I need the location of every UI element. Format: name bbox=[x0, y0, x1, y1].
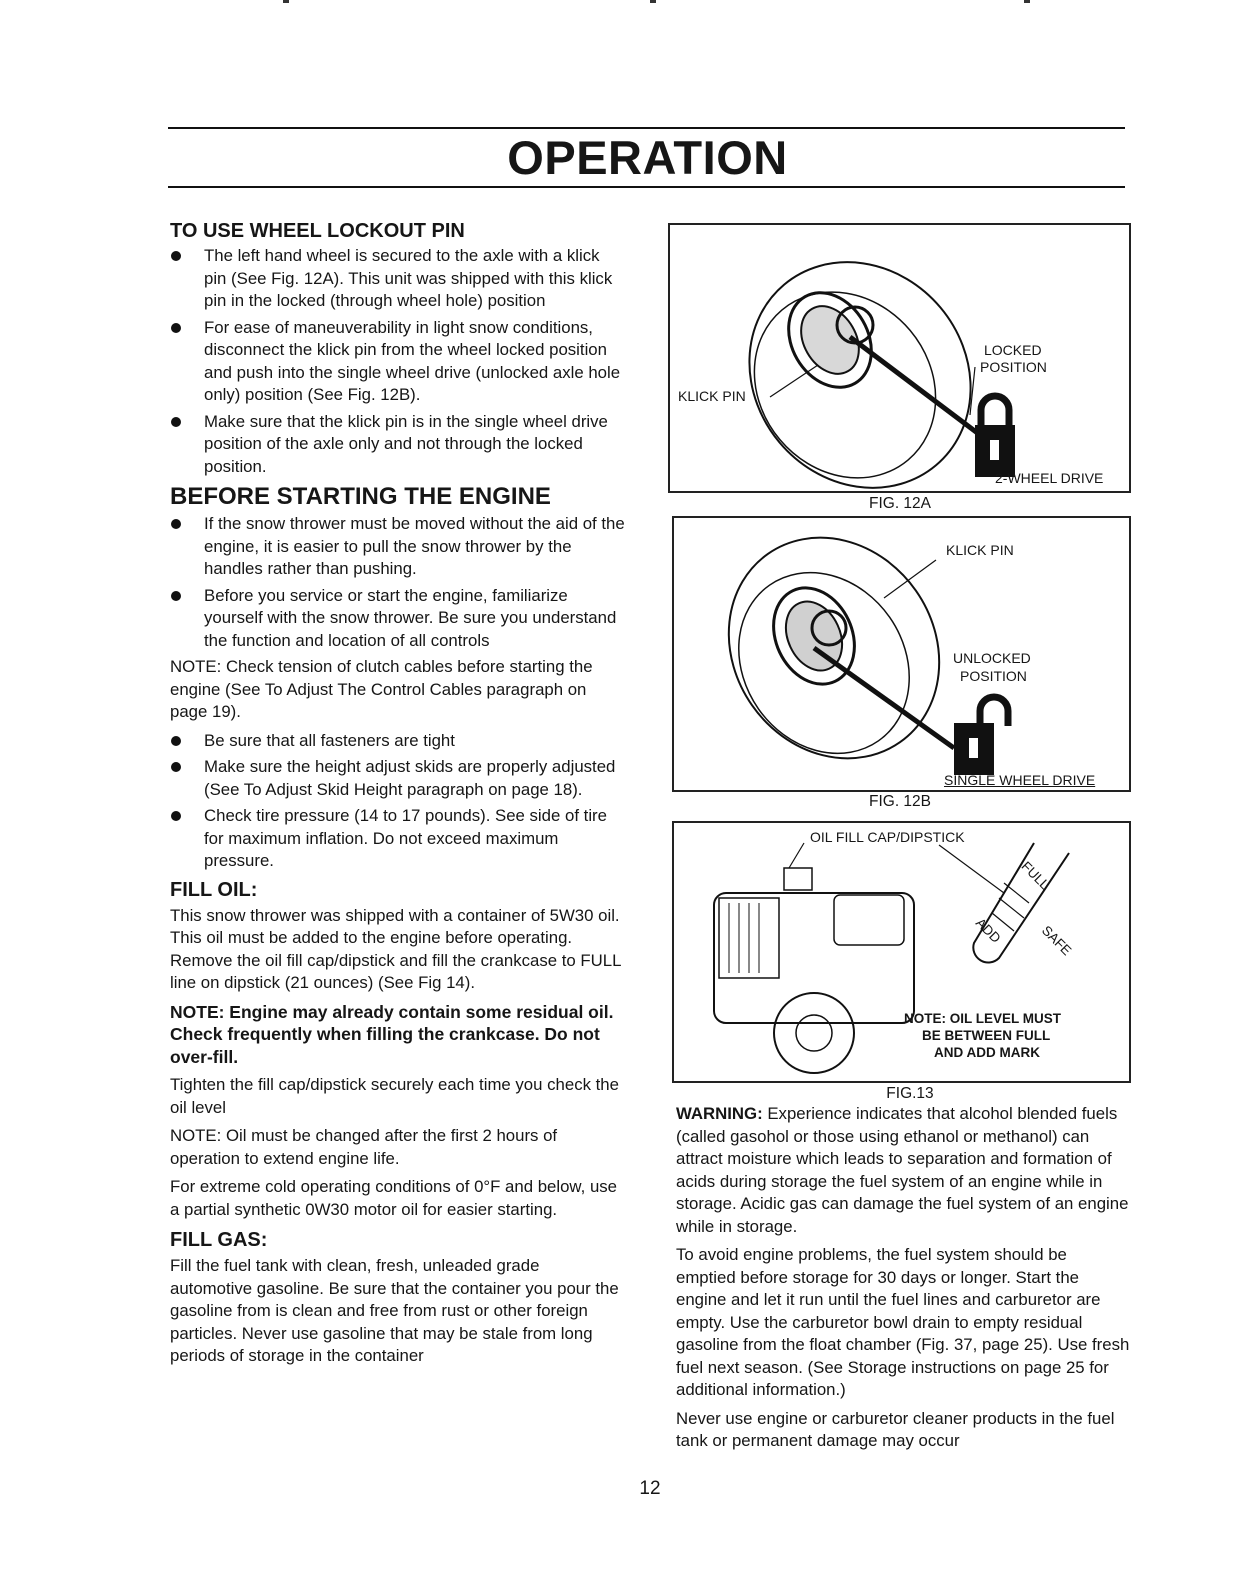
oil-change-note: NOTE: Oil must be changed after the first 2 hours of operation to extend engine life. bbox=[170, 1126, 558, 1168]
scan-mark bbox=[650, 0, 656, 3]
oil-level-note-line2: BE BETWEEN FULL bbox=[922, 1028, 1051, 1043]
list-item: For ease of maneuverability in light snow conditions, disconnect the klick pin from the wheel locked position and push into the single wheel drive (unlocked axle hole only) position (See Fig. 12B). bbox=[170, 317, 625, 407]
list-item: The left hand wheel is secured to the axle with a klick pin (See Fig. 12A). This unit was shipped with this klick pin in the locked (through wheel hole) position bbox=[170, 245, 625, 313]
position-label: POSITION bbox=[960, 668, 1027, 684]
list-item: Check tire pressure (14 to 17 pounds). See side of tire for maximum inflation. Do not exceed maximum pressure. bbox=[170, 805, 625, 873]
fig-13-caption: FIG.13 bbox=[886, 1085, 934, 1102]
fill-oil-heading: FILL OIL: bbox=[170, 878, 258, 901]
dipstick-safe-label: SAFE bbox=[1038, 922, 1075, 959]
cold-weather-paragraph: For extreme cold operating conditions of 0°F and below, use a partial synthetic 0W30 motor oil for easier starting. bbox=[170, 1177, 618, 1219]
klick-pin-label: KLICK PIN bbox=[946, 542, 1014, 558]
fig-12b-caption: FIG. 12B bbox=[868, 793, 932, 810]
fill-gas-paragraph: Fill the fuel tank with clean, fresh, unleaded grade automotive gasoline. Be sure that the container you pour the gasoline from is clean and free from rust or other foreign particles. Never use gasoline that may be stale from long periods of storage in the container bbox=[170, 1256, 619, 1365]
list-item: If the snow thrower must be moved without the aid of the engine, it is easier to pull the snow thrower by the handles rather than pushing. bbox=[170, 513, 625, 581]
warning-label: WARNING: bbox=[676, 1104, 763, 1123]
scan-mark bbox=[1024, 0, 1030, 3]
fig-12a-caption: FIG. 12A bbox=[868, 495, 932, 512]
dipstick-add-label: ADD bbox=[972, 915, 1004, 946]
scan-mark bbox=[283, 0, 289, 3]
clutch-cable-note: NOTE: Check tension of clutch cables before starting the engine (See To Adjust The Control Cables paragraph on page 19). bbox=[170, 657, 593, 721]
fill-oil-paragraph: This snow thrower was shipped with a container of 5W30 oil. This oil must be added to the engine before operating. Remove the oil fill cap/dipstick and fill the crankcase to FULL line on dipstick (21 ounces) (See Fig 14). bbox=[170, 905, 621, 992]
wheel-lockout-heading: TO USE WHEEL LOCKOUT PIN bbox=[170, 220, 465, 242]
klick-pin-label: KLICK PIN bbox=[678, 388, 746, 404]
before-starting-list-b bbox=[170, 730, 625, 873]
left-column bbox=[170, 218, 625, 1374]
list-item: Make sure that the klick pin is in the single wheel drive position of the axle only and not through the locked position. bbox=[170, 411, 625, 479]
wheel-locked-illustration bbox=[670, 225, 1129, 491]
residual-oil-note: NOTE: Engine may already contain some residual oil. Check frequently when filling the crankcase. Do not over-fill. bbox=[170, 1001, 614, 1067]
header-rule-bottom bbox=[168, 186, 1125, 188]
list-item: Before you service or start the engine, familiarize yourself with the snow thrower. Be sure you understand the function and location of all controls bbox=[170, 585, 625, 653]
page-number: 12 bbox=[639, 1478, 661, 1499]
unlocked-label: UNLOCKED bbox=[953, 650, 1031, 666]
position-label: POSITION bbox=[980, 359, 1047, 375]
header-rule-top bbox=[168, 127, 1125, 129]
warning-text: Experience indicates that alcohol blended fuels (called gasohol or those using ethanol or methanol) can attract moisture which leads to separation and formation of acids during storage the fuel system of an engine while in storage. Acidic gas can damage the fuel system of an engine while in storage. bbox=[676, 1104, 1129, 1236]
two-wheel-drive-label: 2-WHEEL DRIVE bbox=[995, 470, 1104, 486]
wheel-unlocked-illustration bbox=[674, 518, 1129, 790]
cleaner-warning-paragraph: Never use engine or carburetor cleaner products in the fuel tank or permanent damage may occur bbox=[676, 1408, 1115, 1450]
oil-level-note-line1: NOTE: OIL LEVEL MUST bbox=[904, 1011, 1062, 1026]
storage-paragraph: To avoid engine problems, the fuel system should be emptied before storage for 30 days or longer. Start the engine and let it run until the fuel lines and carburetor are empty. Use the carburetor bowl drain to empty residual gasoline from the float chamber (Fig. 37, page 25). Use fresh fuel next season. (See Storage instructions on page 25 for additional information.) bbox=[676, 1245, 1130, 1399]
figure-13 bbox=[672, 821, 1131, 1083]
before-starting-list bbox=[170, 513, 625, 652]
oil-fill-cap-label: OIL FILL CAP/DIPSTICK bbox=[810, 829, 965, 845]
oil-level-note-line3: AND ADD MARK bbox=[934, 1045, 1040, 1060]
fill-cap-paragraph: Tighten the fill cap/dipstick securely each time you check the oil level bbox=[170, 1075, 619, 1117]
fill-gas-heading: FILL GAS: bbox=[170, 1229, 268, 1251]
wheel-lockout-list bbox=[170, 245, 625, 478]
warning-paragraph bbox=[676, 1103, 1131, 1238]
figure-12a bbox=[668, 223, 1131, 493]
right-column bbox=[676, 1103, 1131, 1459]
before-starting-heading: BEFORE STARTING THE ENGINE bbox=[170, 483, 551, 510]
page-title: OPERATION bbox=[507, 131, 788, 184]
list-item: Make sure the height adjust skids are properly adjusted (See To Adjust Skid Height paragraph on page 18). bbox=[170, 756, 625, 801]
dipstick-full-label: FULL bbox=[1018, 858, 1053, 893]
list-item: Be sure that all fasteners are tight bbox=[170, 730, 625, 753]
figure-12b bbox=[672, 516, 1131, 792]
single-wheel-drive-label: SINGLE WHEEL DRIVE bbox=[944, 772, 1096, 788]
locked-label: LOCKED bbox=[984, 342, 1042, 358]
